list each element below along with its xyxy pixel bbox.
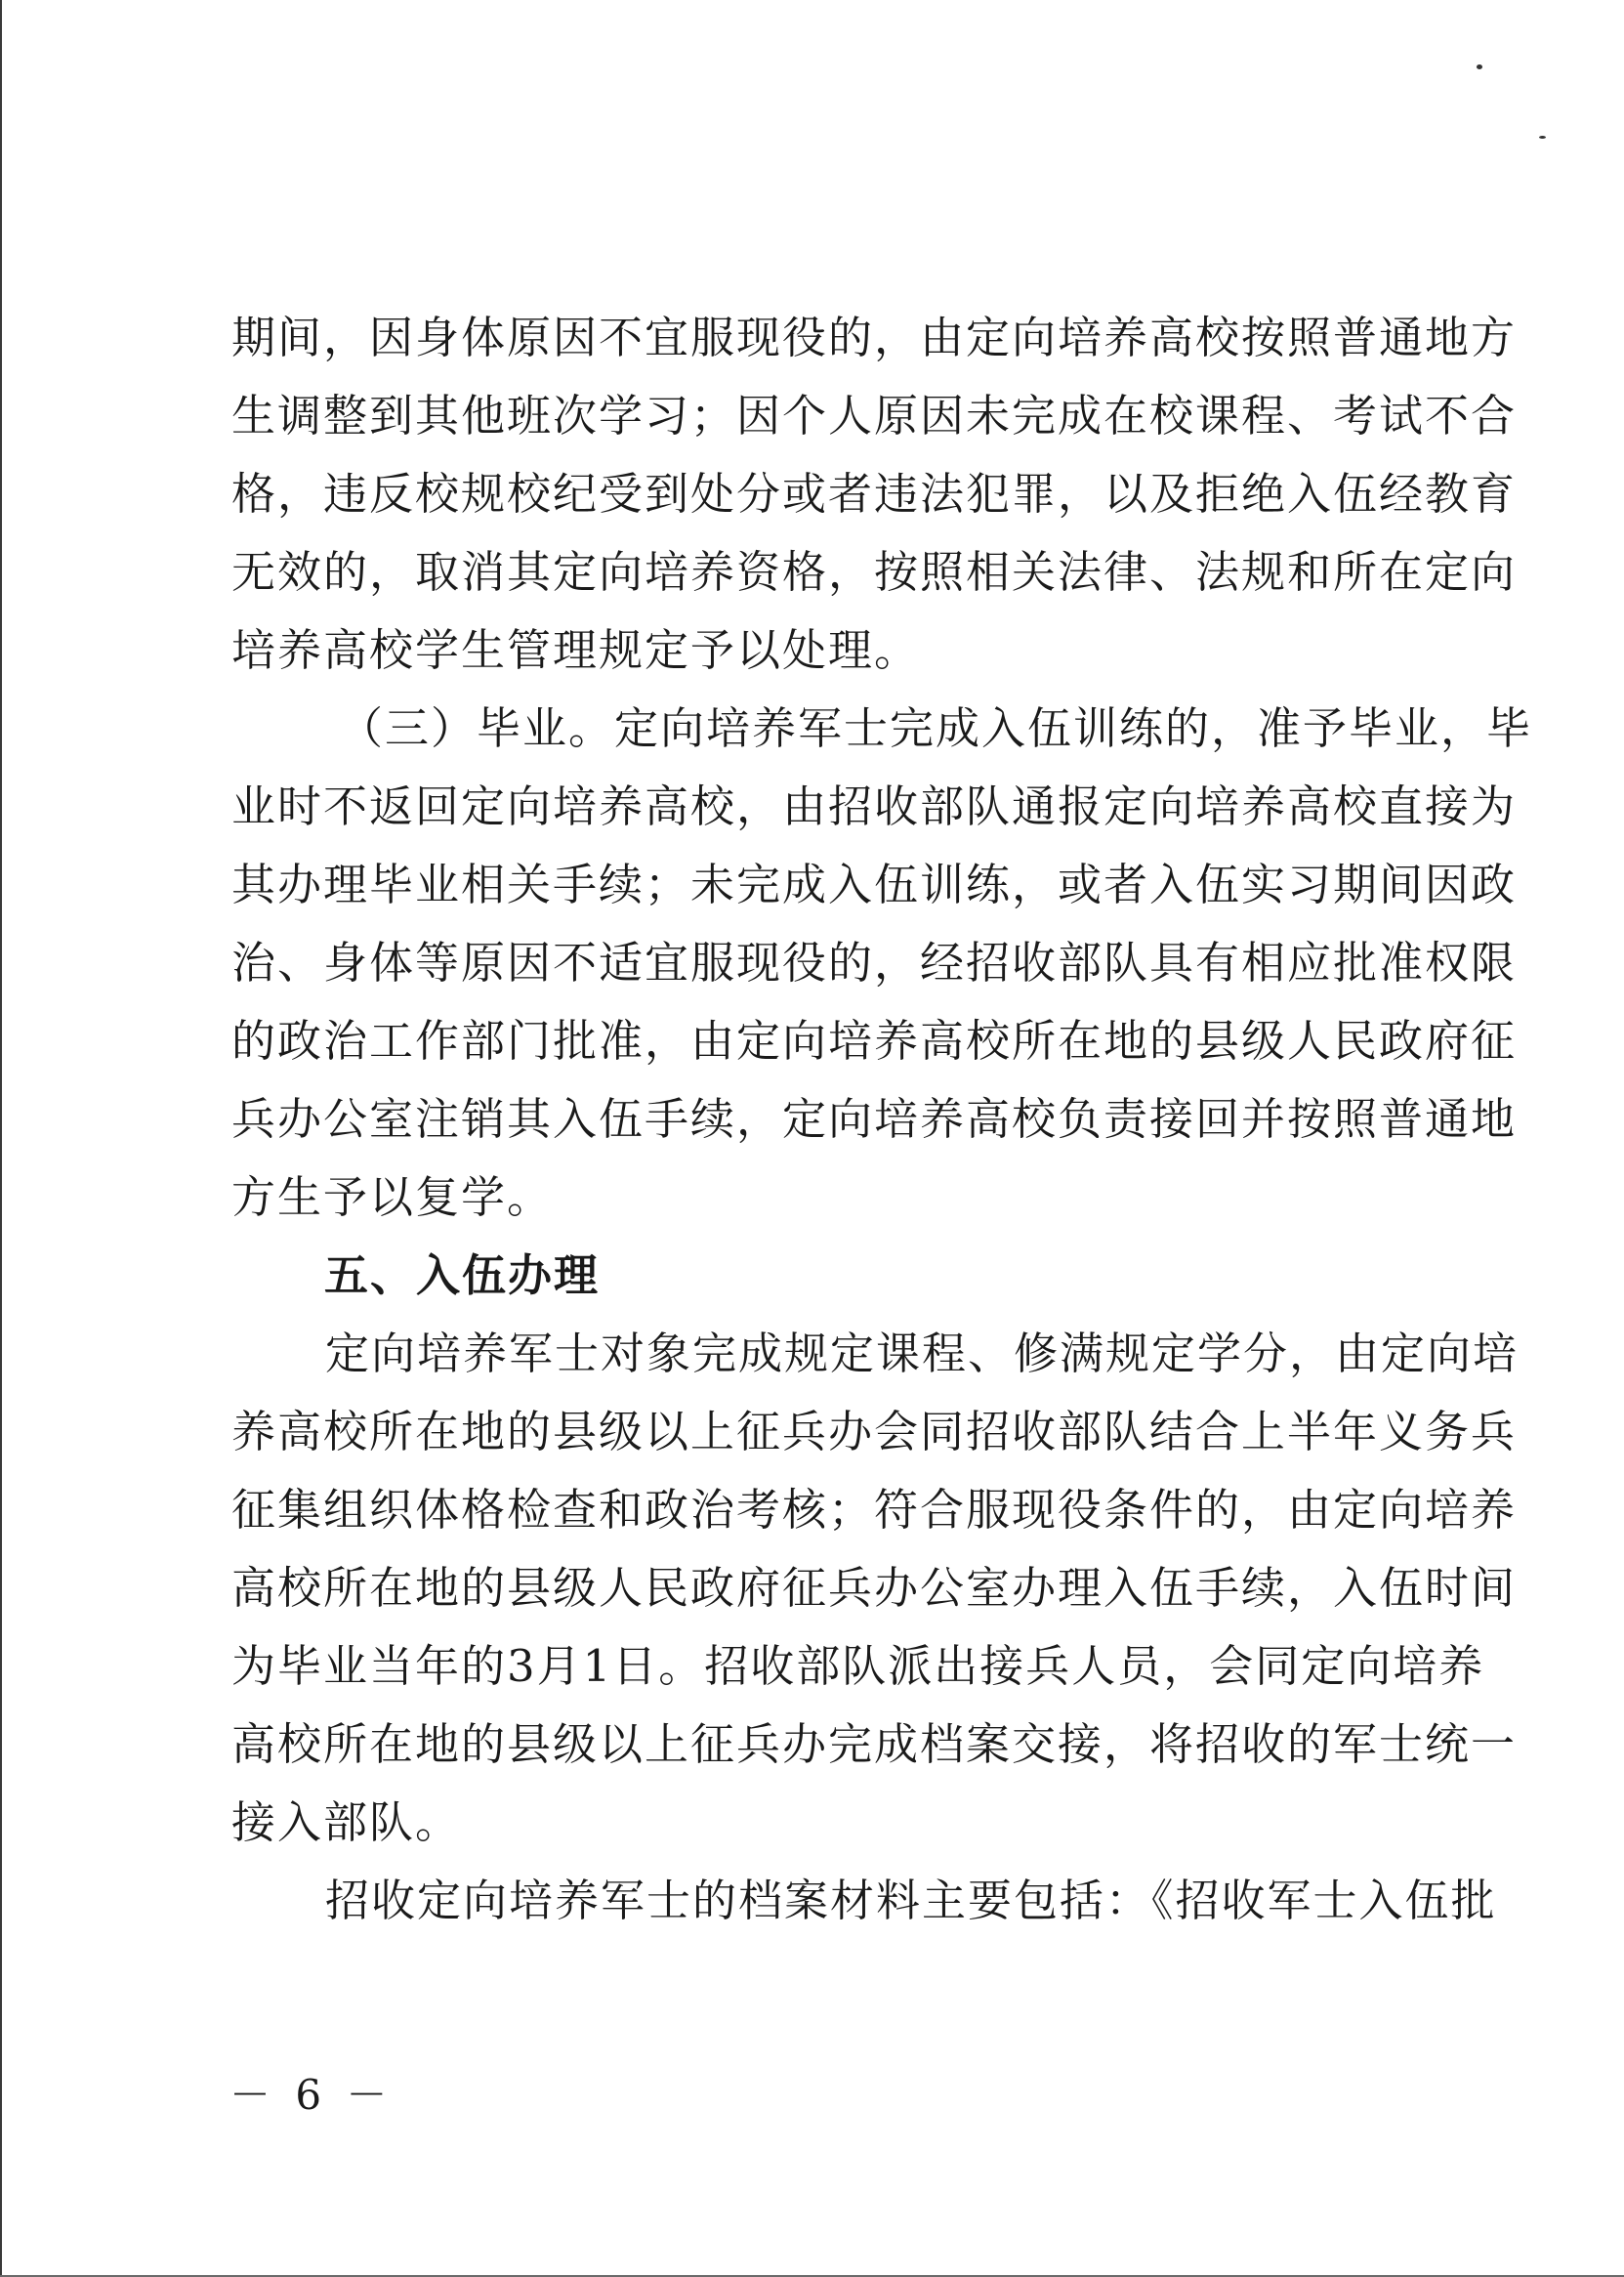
body-line: 为毕业当年的3月1日。招收部队派出接兵人员，会同定向培养 (231, 1640, 1485, 1692)
body-line: 养高校所在地的县级以上征兵办会同招收部队结合上半年义务兵 (231, 1406, 1518, 1457)
body-line: 其办理毕业相关手续；未完成入伍训练，或者入伍实习期间因政 (231, 859, 1518, 910)
scan-speck (1539, 136, 1546, 139)
page-number: － 6 － (229, 2071, 394, 2119)
body-line: 接入部队。 (231, 1796, 462, 1848)
body-line: 高校所在地的县级以上征兵办完成档案交接，将招收的军士统一 (231, 1718, 1518, 1770)
body-line: 期间，因身体原因不宜服现役的，由定向培养高校按照普通地方 (231, 312, 1518, 363)
body-line: 定向培养军士对象完成规定课程、修满规定学分，由定向培 (325, 1328, 1520, 1379)
body-line: 方生予以复学。 (231, 1171, 554, 1223)
body-line: 培养高校学生管理规定予以处理。 (231, 624, 921, 676)
body-line: 高校所在地的县级人民政府征兵办公室办理入伍手续，入伍时间 (231, 1562, 1518, 1614)
section-heading: 五、入伍办理 (324, 1249, 601, 1301)
body-line: 生调整到其他班次学习；因个人原因未完成在校课程、考试不合 (231, 390, 1518, 442)
body-line: 兵办公室注销其入伍手续，定向培养高校负责接回并按照普通地 (231, 1093, 1518, 1145)
body-line: 招收定向培养军士的档案材料主要包括：《招收军士入伍批 (325, 1875, 1497, 1926)
body-line: 业时不返回定向培养高校，由招收部队通报定向培养高校直接为 (231, 780, 1518, 832)
page-left-edge (0, 0, 2, 2277)
scan-speck (1477, 64, 1482, 69)
body-line: 的政治工作部门批准，由定向培养高校所在地的县级人民政府征 (231, 1015, 1518, 1067)
body-line: 治、身体等原因不适宜服现役的，经招收部队具有相应批准权限 (231, 937, 1518, 989)
section-heading-graduation-line: （三）毕业。定向培养军士完成入伍训练的，准予毕业，毕 (339, 702, 1533, 754)
body-line: 格，违反校规校纪受到处分或者违法犯罪，以及拒绝入伍经教育 (231, 468, 1518, 520)
body-line: 征集组织体格检查和政治考核；符合服现役条件的，由定向培养 (231, 1484, 1518, 1536)
body-line: 无效的，取消其定向培养资格，按照相关法律、法规和所在定向 (231, 546, 1518, 598)
